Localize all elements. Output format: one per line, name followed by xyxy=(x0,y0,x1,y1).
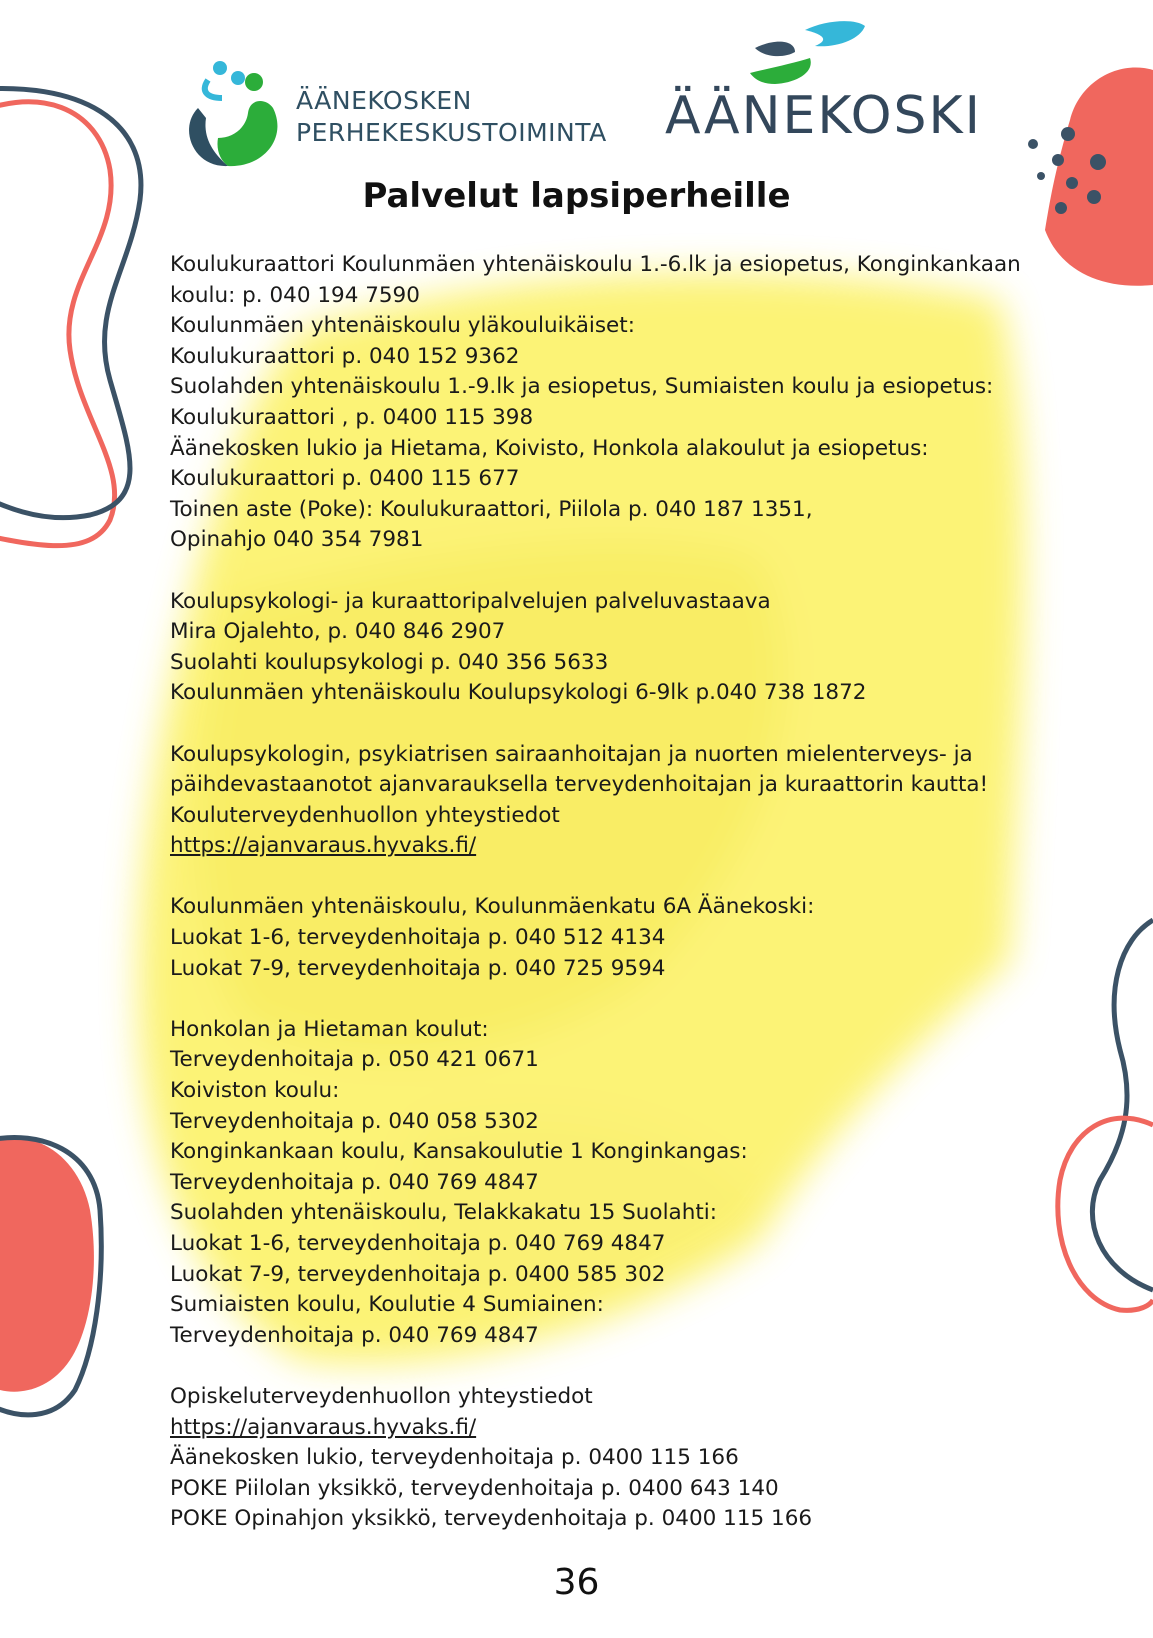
text-line: Opinahjo 040 354 7981 xyxy=(170,527,424,553)
services-content xyxy=(170,250,1050,1535)
decor-navy-outline-right xyxy=(1092,920,1153,1290)
page-number: 36 xyxy=(553,1562,600,1603)
page-title: Palvelut lapsiperheille xyxy=(362,176,791,216)
text-line: Terveydenhoitaja p. 040 058 5302 xyxy=(170,1108,539,1134)
paragraph-gap xyxy=(170,709,1050,740)
text-line: Terveydenhoitaja p. 040 769 4847 xyxy=(170,1169,539,1195)
text-line: Luokat 1-6, terveydenhoitaja p. 040 769 4847 xyxy=(170,1231,666,1256)
text-line: Honkolan ja Hietaman koulut: xyxy=(170,1016,489,1042)
text-line: Koulukuraattori p. 040 152 9362 xyxy=(170,343,520,369)
decor-coral-blob-bottom-left xyxy=(0,1138,94,1392)
text-line: Opiskeluterveydenhuollon yhteystiedot xyxy=(170,1383,593,1409)
text-line: Koiviston koulu: xyxy=(170,1078,340,1104)
paragraph-gap xyxy=(170,556,1050,587)
text-line: päihdevastaanotot ajanvarauksella terveydenhoitajan ja kuraattorin kautta! xyxy=(170,772,989,798)
text-line: Äänekosken lukio, terveydenhoitaja p. 0400 115 166 xyxy=(170,1445,739,1471)
text-line: Sumiaisten koulu, Koulutie 4 Sumiainen: xyxy=(170,1292,604,1318)
wave-logo-icon xyxy=(665,18,905,88)
paragraph-gap xyxy=(170,1351,1050,1382)
text-line: Suolahden yhtenäiskoulu, Telakkakatu 15 Suolahti: xyxy=(170,1200,717,1226)
text-line: Koulunmäen yhtenäiskoulu Koulupsykologi 6-9lk p.040 738 1872 xyxy=(170,680,867,706)
logo-left-line2: PERHEKESKUSTOIMINTA xyxy=(296,118,607,147)
aanekoski-logo xyxy=(665,18,982,148)
text-line: Äänekosken lukio ja Hietama, Koivisto, Honkola alakoulut ja esiopetus: xyxy=(170,435,929,461)
text-line: Koulupsykologi- ja kuraattoripalvelujen palveluvastaava xyxy=(170,588,771,614)
text-line: Koulupsykologin, psykiatrisen sairaanhoitajan ja nuorten mielenterveys- ja xyxy=(170,741,973,767)
paragraph-gap xyxy=(170,862,1050,893)
text-line: Koulukuraattori Koulunmäen yhtenäiskoulu 1.-6.lk ja esiopetus, Konginkankaan xyxy=(170,252,1021,277)
logo-left-line1: ÄÄNEKOSKEN xyxy=(296,86,472,115)
text-line: Koulunmäen yhtenäiskoulu, Koulunmäenkatu 6A Äänekoski: xyxy=(170,894,815,920)
decor-navy-outline-left xyxy=(0,88,141,517)
text-line: POKE Piilolan yksikkö, terveydenhoitaja p. 0400 643 140 xyxy=(170,1475,779,1501)
text-line: koulu: p. 040 194 7590 xyxy=(170,282,420,308)
student-health-booking-link[interactable]: https://ajanvaraus.hyvaks.fi/ xyxy=(170,1414,477,1440)
school-health-booking-link[interactable]: https://ajanvaraus.hyvaks.fi/ xyxy=(170,833,477,859)
text-line: Kouluterveydenhuollon yhteystiedot xyxy=(170,802,560,828)
text-line: Luokat 7-9, terveydenhoitaja p. 0400 585 302 xyxy=(170,1261,666,1287)
text-line: Suolahden yhtenäiskoulu 1.-9.lk ja esiopetus, Sumiaisten koulu ja esiopetus: xyxy=(170,374,994,400)
text-line: Terveydenhoitaja p. 040 769 4847 xyxy=(170,1322,539,1348)
text-line: Toinen aste (Poke): Koulukuraattori, Piilola p. 040 187 1351, xyxy=(170,496,813,522)
paragraph-gap xyxy=(170,984,1050,1015)
perhekeskus-logo xyxy=(178,58,608,178)
logo-right-wordmark: ÄÄNEKOSKI xyxy=(665,86,982,146)
text-line: Terveydenhoitaja p. 050 421 0671 xyxy=(170,1047,539,1073)
text-line: Koulunmäen yhtenäiskoulu yläkouluikäiset: xyxy=(170,313,635,339)
family-heart-icon xyxy=(178,58,288,173)
text-line: Luokat 7-9, terveydenhoitaja p. 040 725 9594 xyxy=(170,955,666,981)
text-line: POKE Opinahjon yksikkö, terveydenhoitaja p. 0400 115 166 xyxy=(170,1506,813,1532)
text-line: Suolahti koulupsykologi p. 040 356 5633 xyxy=(170,649,609,675)
text-line: Konginkankaan koulu, Kansakoulutie 1 Konginkangas: xyxy=(170,1139,748,1165)
text-line: Luokat 1-6, terveydenhoitaja p. 040 512 4134 xyxy=(170,925,666,951)
decor-coral-outline-left xyxy=(0,102,115,546)
text-line: Koulukuraattori p. 0400 115 677 xyxy=(170,466,520,492)
text-line: Koulukuraattori , p. 0400 115 398 xyxy=(170,404,534,430)
text-line: Mira Ojalehto, p. 040 846 2907 xyxy=(170,619,506,645)
